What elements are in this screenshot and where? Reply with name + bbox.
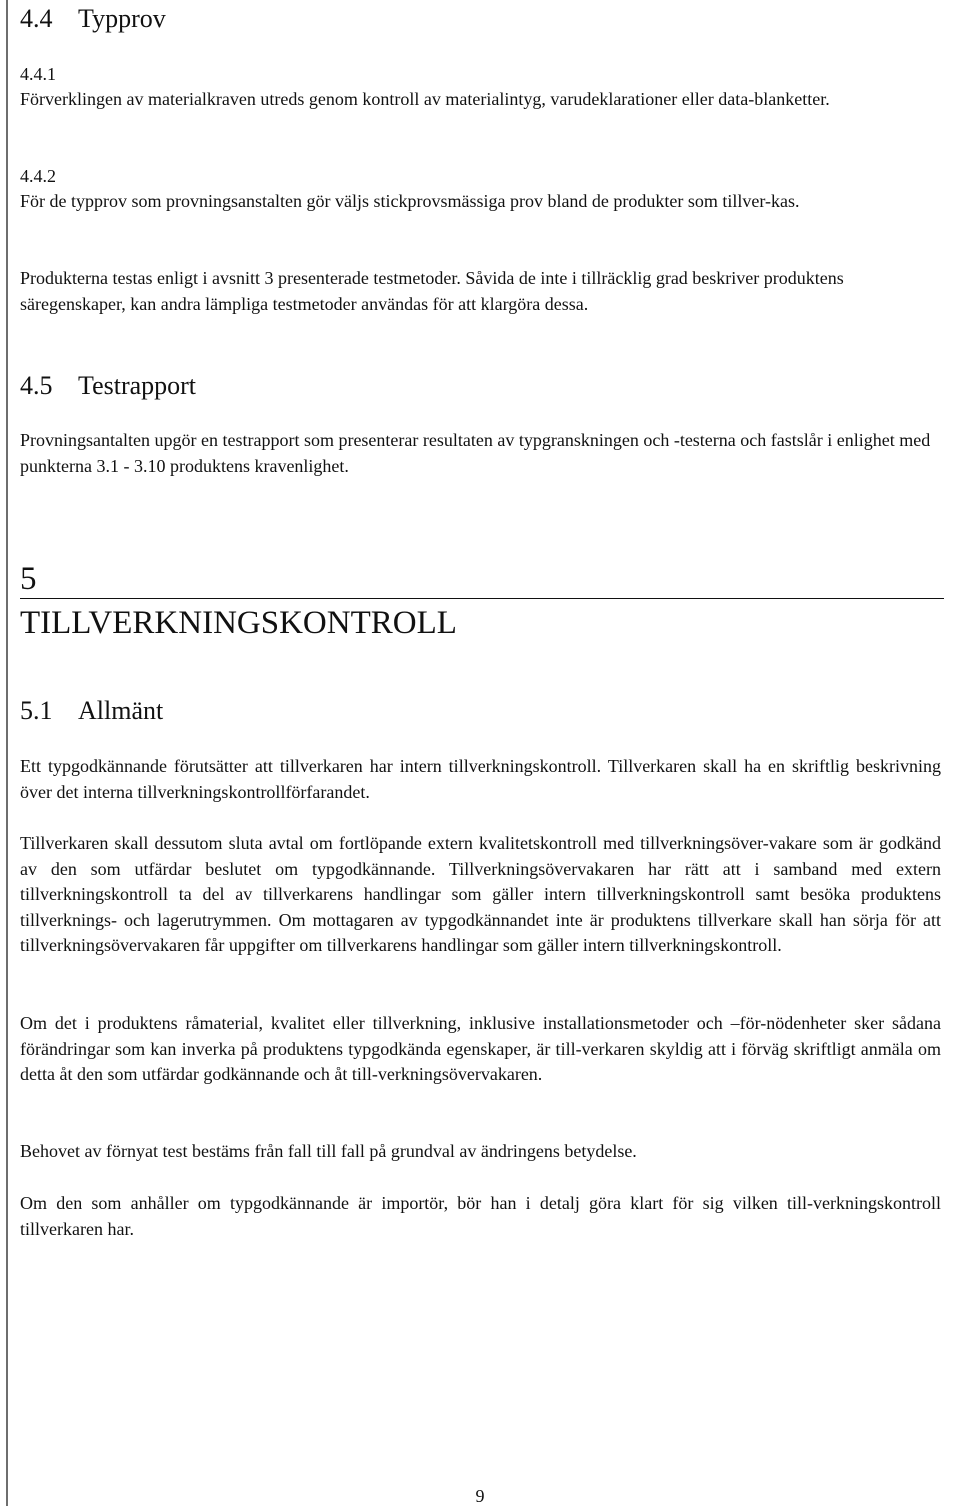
subsection-4-4-2-number: 4.4.2 bbox=[20, 166, 56, 186]
section-5-1-heading bbox=[20, 696, 941, 726]
subsection-4-4-2-text-2: Produkterna testas enligt i avsnitt 3 presenterade testmetoder. Såvida de inte i tillräcklig grad beskriver produktens säregenskaper, kan andra lämpliga testmetoder användas för att klargöra dessa. bbox=[20, 268, 844, 314]
section-4-4-heading bbox=[20, 4, 941, 34]
chapter-divider bbox=[20, 598, 944, 599]
section-5-1-paragraph-2: Tillverkaren skall dessutom sluta avtal om fortlöpande extern kvalitetskontroll med tillverkningsöver-vakare som är godkänd av den som utfärdar beslutet om typgodkännande. Tillverkningsövervakaren har rätt att i samband med extern tillverkningskontroll ta del av tillverkarens handlingar som gäller intern tillverkningskontroll samt besöka produktens tillverknings- och lagerutrymmen. Om mottagaren av typgodkännandet inte är produktens tillverkare skall han sörja för att tillverkningsövervakaren får uppgifter om tillverkarens handlingar som gäller intern tillverkningskontroll. bbox=[20, 833, 941, 955]
section-5-1-paragraph-5: Om den som anhåller om typgodkännande är importör, bör han i detalj göra klart för sig vilken till-verkningskontroll tillverkaren har. bbox=[20, 1193, 941, 1239]
left-margin-rule bbox=[6, 0, 8, 1506]
section-4-5-text: Provningsantalten upgör en testrapport som presenterar resultaten av typgranskningen och -testerna och fastslår i enlighet med punkterna 3.1 - 3.10 produktens kravenlighet. bbox=[20, 430, 931, 476]
section-4-4-title: Typprov bbox=[78, 4, 166, 33]
chapter-5-number: 5 bbox=[20, 561, 37, 597]
section-5-1-paragraph-3: Om det i produktens råmaterial, kvalitet eller tillverkning, inklusive installationsmetoder och –för-nödenheter sker sådana förändringar som kan inverka på produktens typgodkända egenskaper, är till-verkaren skyldig att i förväg skriftligt anmäla om detta åt den som utfärdar godkännande och åt till-verkningsövervakaren. bbox=[20, 1013, 941, 1084]
section-4-5-title: Testrapport bbox=[78, 371, 197, 400]
chapter-5-title: TILLVERKNINGSKONTROLL bbox=[20, 605, 457, 641]
section-5-1-paragraph-4: Behovet av förnyat test bestäms från fall till fall på grundval av ändringens betydelse. bbox=[20, 1141, 637, 1161]
section-5-1-title: Allmänt bbox=[78, 696, 164, 725]
section-4-4-number: 4.4 bbox=[20, 4, 53, 33]
page-number: 9 bbox=[475, 1486, 485, 1506]
subsection-4-4-1-text: Förverklingen av materialkraven utreds genom kontroll av materialintyg, varudeklarationer eller data-blanketter. bbox=[20, 89, 830, 109]
subsection-4-4-2-text: För de typprov som provningsanstalten gör väljs stickprovsmässiga prov bland de produkter som tillver-kas. bbox=[20, 191, 800, 211]
subsection-4-4-1-number: 4.4.1 bbox=[20, 64, 56, 84]
section-4-5-number: 4.5 bbox=[20, 371, 53, 400]
section-5-1-paragraph-1: Ett typgodkännande förutsätter att tillverkaren har intern tillverkningskontroll. Tillverkaren skall ha en skriftlig beskrivning över det interna tillverkningskontrollförfarandet. bbox=[20, 756, 941, 802]
section-4-5-heading bbox=[20, 371, 941, 401]
section-5-1-number: 5.1 bbox=[20, 696, 53, 725]
